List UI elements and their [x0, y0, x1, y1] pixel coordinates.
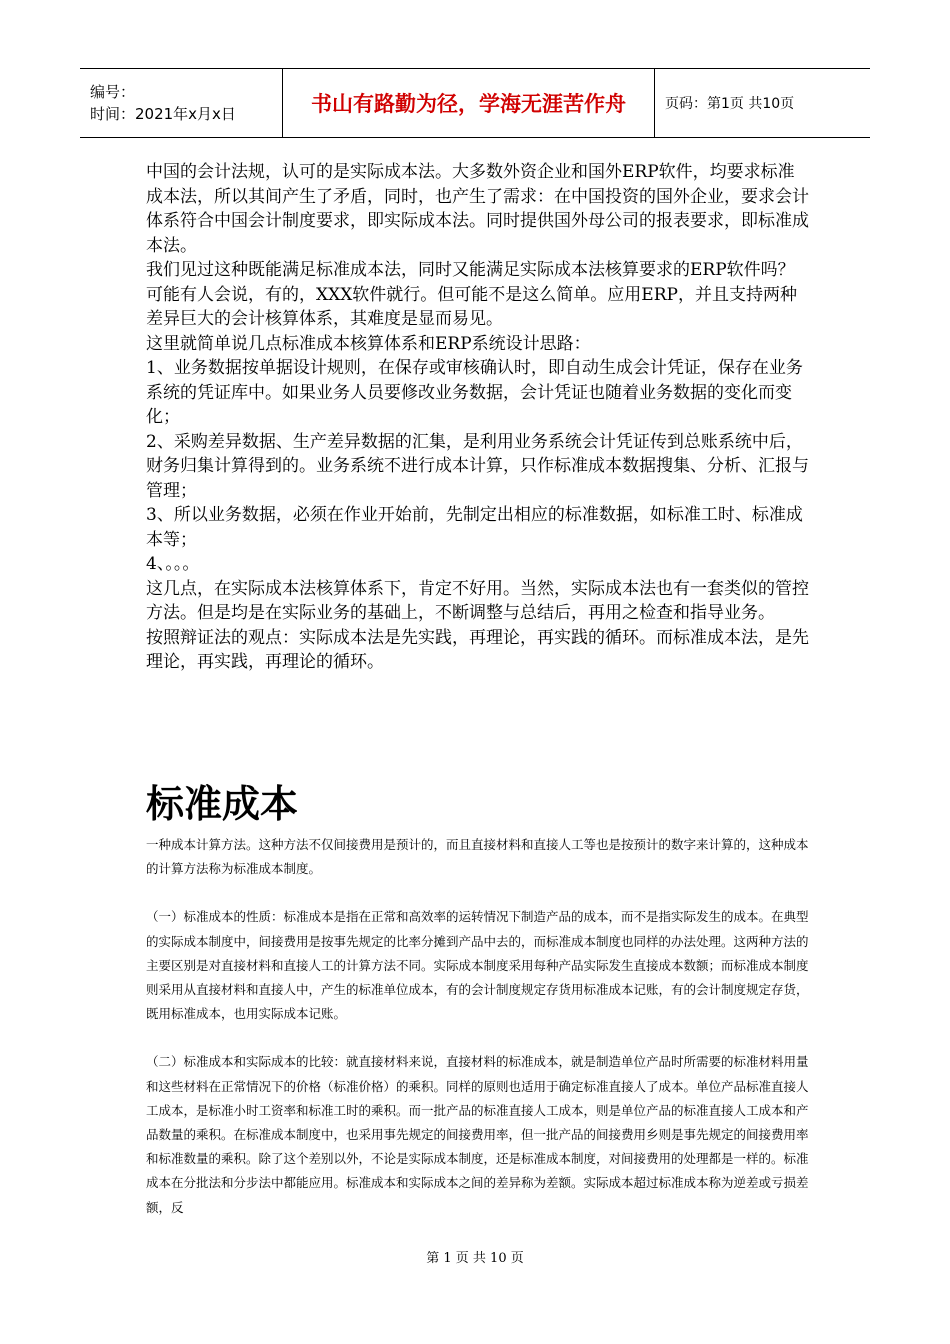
header-page-info: 页码：第1页 共10页 — [665, 96, 795, 112]
section-paragraph: 一种成本计算方法。这种方法不仅间接费用是预计的，而且直接材料和直接人工等也是按预计的数字来计算的，这种成本的计算方法称为标准成本制度。 — [146, 837, 809, 877]
document-number-label: 编号： — [90, 83, 136, 101]
list-item: 4、。。。 — [146, 554, 200, 574]
page-footer: 第 1 页 共 10 页 — [426, 1251, 524, 1266]
document-date: 时间：2021年x月x日 — [90, 105, 236, 123]
body-paragraph: 可能有人会说，有的，XXX软件就行。但可能不是这么简单。应用ERP，并且支持两种差异巨大的会计核算体系，其难度是显而易见。 — [146, 284, 797, 329]
main-body — [146, 160, 811, 675]
list-item: 3、所以业务数据，必须在作业开始前，先制定出相应的标准数据，如标准工时、标准成本等； — [146, 505, 803, 550]
header-motto: 书山有路勤为径，学海无涯苦作舟 — [282, 69, 655, 137]
list-item: 1、业务数据按单据设计规则，在保存或审核确认时，即自动生成会计凭证，保存在业务系统的凭证库中。如果业务人员要修改业务数据，会计凭证也随着业务数据的变化而变化； — [146, 358, 803, 427]
body-paragraph: 这几点，在实际成本法核算体系下，肯定不好用。当然，实际成本法也有一套类似的管控方法。但是均是在实际业务的基础上，不断调整与总结后，再用之检查和指导业务。 — [146, 578, 809, 623]
section-paragraph: （一）标准成本的性质：标准成本是指在正常和高效率的运转情况下制造产品的成本，而不是指实际发生的成本。在典型的实际成本制度中，间接费用是按事先规定的比率分摊到产品中去的，而标准成本制度也同样的办法处理。这两种方法的主要区别是对直接材料和直接人工的计算方法不同。实际成本制度采用每种产品实际发生直接成本数额；而标准成本制度则采用从直接材料和直接人中，产生的标准单位成本，有的会计制度规定存货用标准成本记账，有的会计制度规定存货，既用标准成本，也用实际成本记账。 — [146, 909, 809, 1022]
header-meta — [80, 69, 282, 137]
section-title: 标准成本 — [146, 782, 299, 826]
page-header — [80, 68, 870, 138]
body-paragraph: 这里就简单说几点标准成本核算体系和ERP系统设计思路： — [146, 333, 591, 354]
body-paragraph: 我们见过这种既能满足标准成本法，同时又能满足实际成本法核算要求的ERP软件吗？ — [146, 260, 795, 280]
section-paragraph: （二）标准成本和实际成本的比较：就直接材料来说，直接材料的标准成本，就是制造单位产品时所需要的标准材料用量和这些材料在正常情况下的价格（标准价格）的乘积。同样的原则也适用于确定标准直接人了成本。单位产品标准直接人工成本，是标准小时工资率和标准工时的乘积。而一批产品的标准直接人工成本，则是单位产品的标准直接人工成本和产品数量的乘积。在标准成本制度中，也采用事先规定的间接费用率，但一批产品的间接费用乡则是事先规定的间接费用率和标准数量的乘积。除了这个差别以外，不论是实际成本制度，还是标准成本制度，对间接费用的处理都是一样的。标准成本在分批法和分步法中都能应用。标准成本和实际成本之间的差异称为差额。实际成本超过标准成本称为逆差或亏损差额，反 — [146, 1054, 809, 1215]
section-body — [146, 833, 810, 1220]
body-paragraph: 中国的会计法规，认可的是实际成本法。大多数外资企业和国外ERP软件，均要求标准成本法，所以其间产生了矛盾，同时，也产生了需求：在中国投资的国外企业，要求会计体系符合中国会计制度要求，即实际成本法。同时提供国外母公司的报表要求，即标准成本法。 — [146, 162, 809, 256]
list-item: 2、采购差异数据、生产差异数据的汇集，是利用业务系统会计凭证传到总账系统中后，财务归集计算得到的。业务系统不进行成本计算，只作标准成本数据搜集、分析、汇报与管理； — [146, 431, 809, 501]
body-paragraph: 按照辩证法的观点：实际成本法是先实践，再理论，再实践的循环。而标准成本法，是先理论，再实践，再理论的循环。 — [146, 627, 809, 672]
